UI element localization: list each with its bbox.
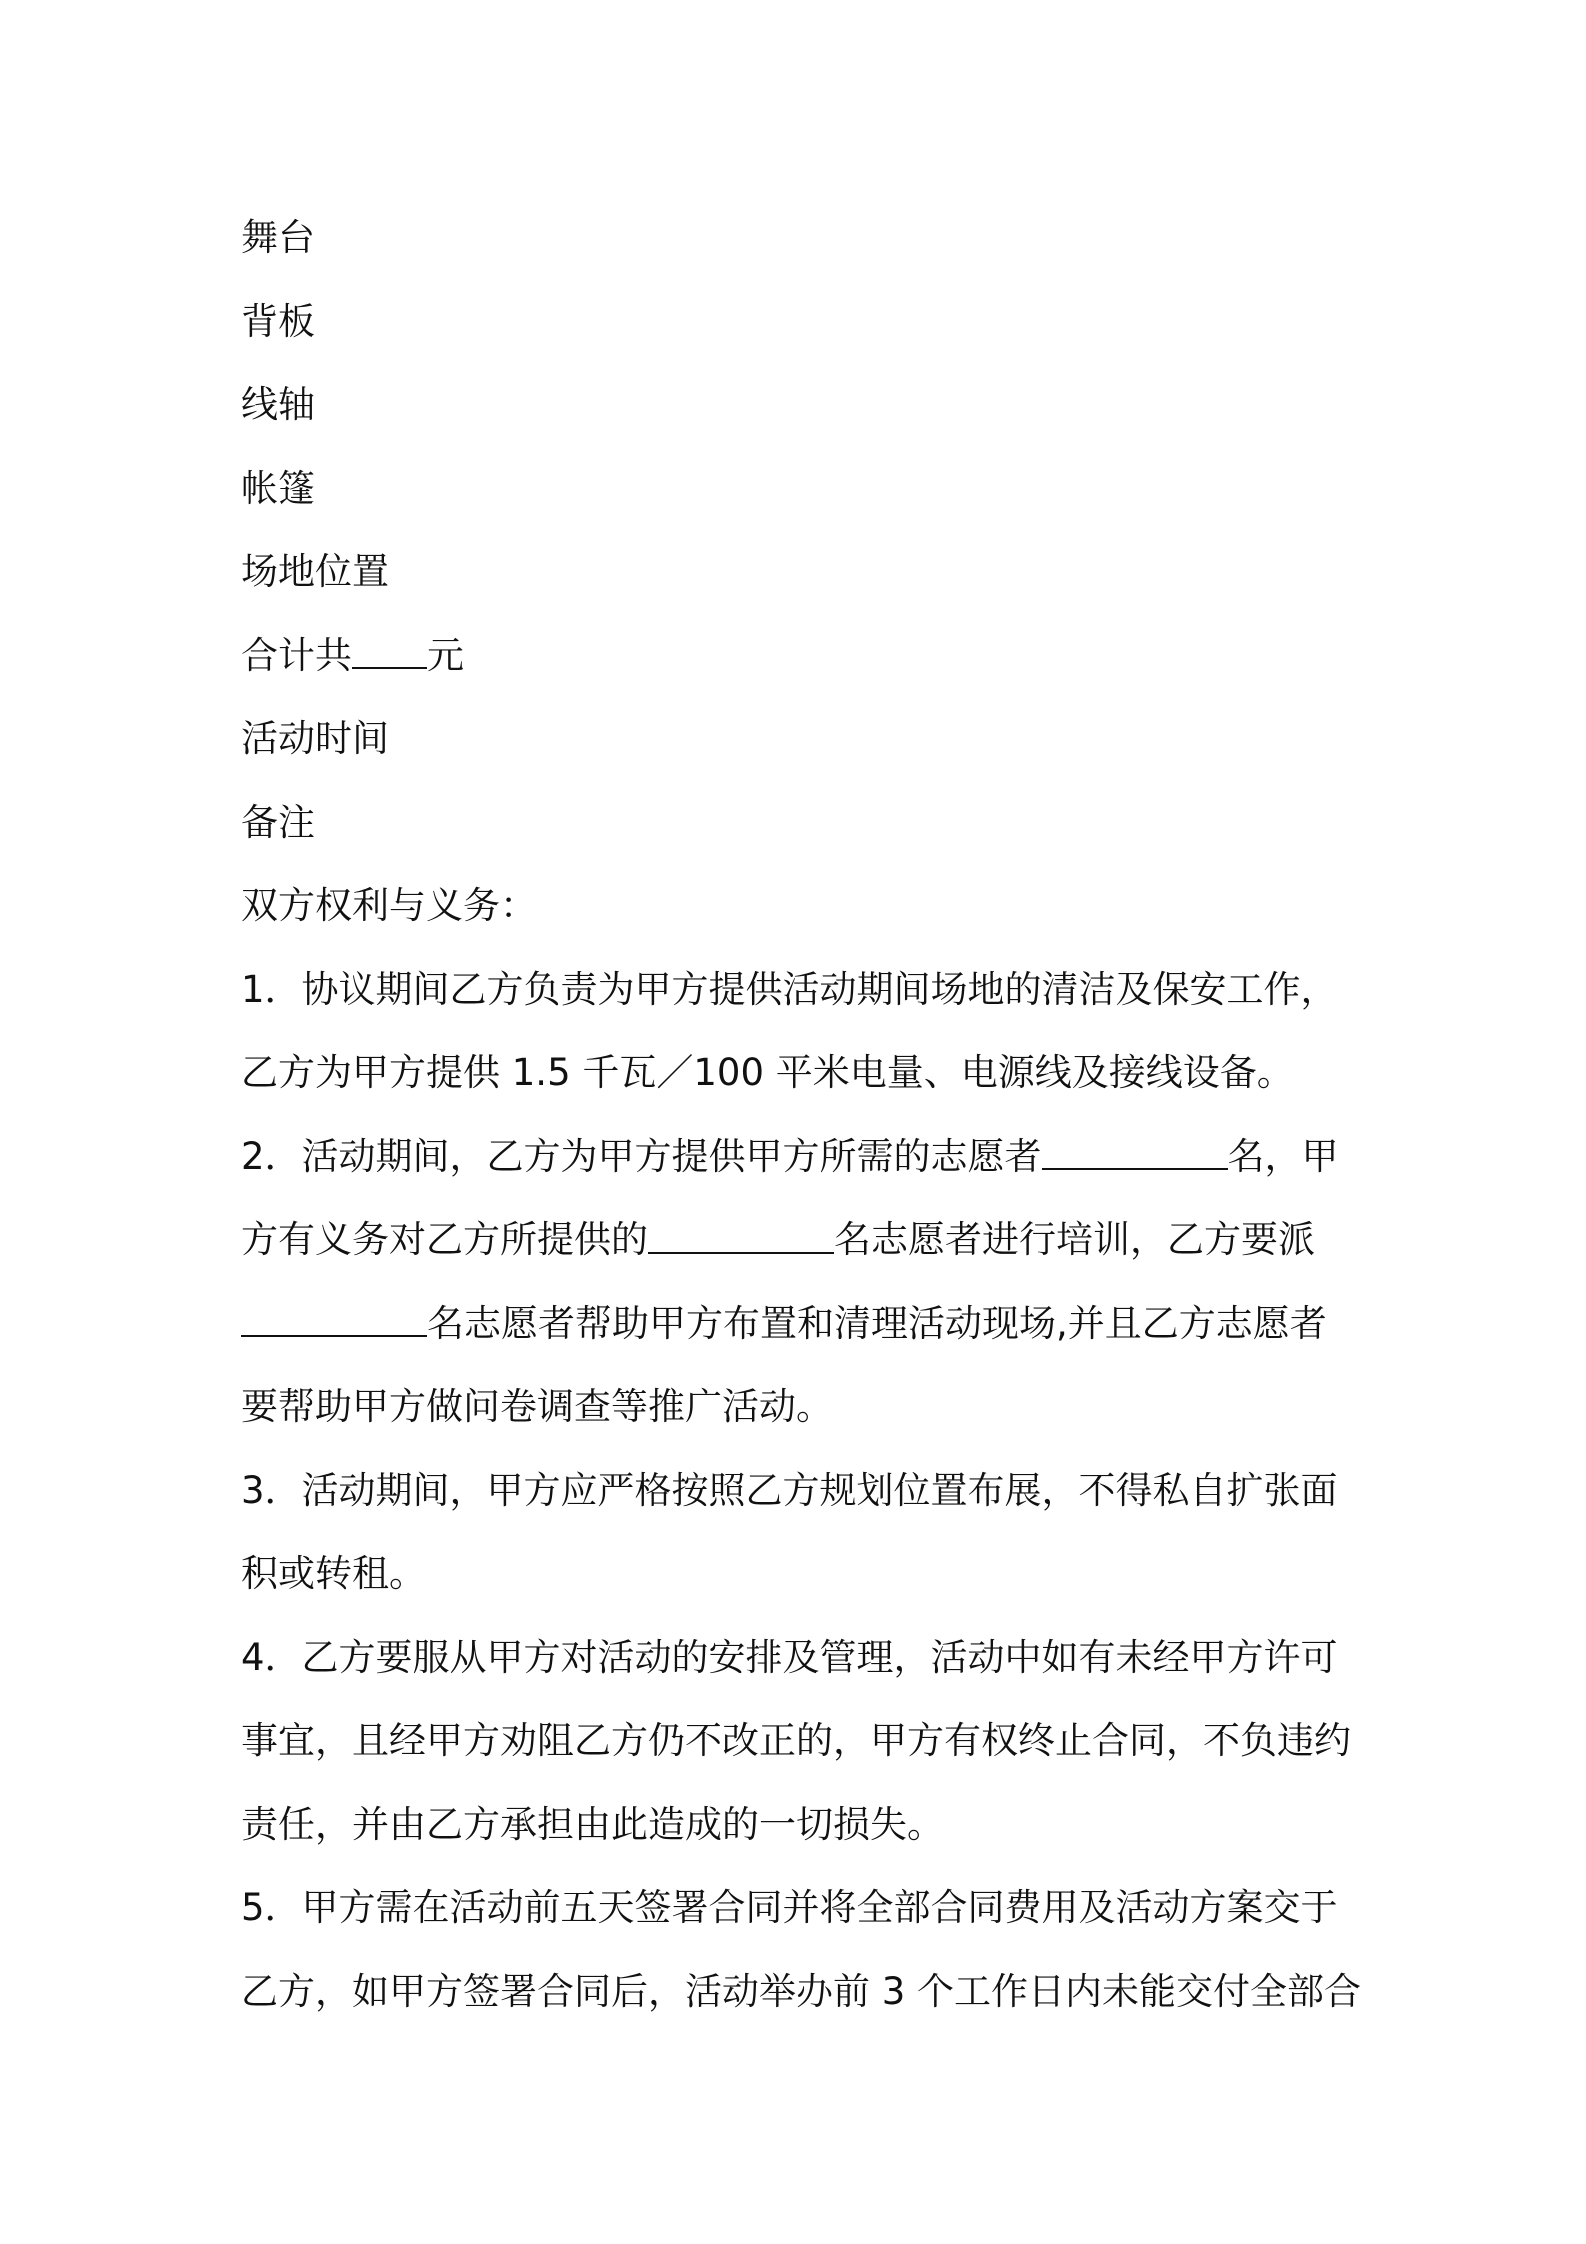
clause-2-text-e: 名志愿者帮助甲方布置和清理活动现场,并且乙方志愿者	[427, 1301, 1327, 1345]
total-blank	[352, 630, 427, 669]
total-suffix: 元	[427, 633, 464, 677]
total-line	[241, 614, 1361, 698]
total-prefix: 合计共	[241, 633, 352, 677]
section-heading: 双方权利与义务：	[241, 884, 537, 927]
clause-2-line-4: 要帮助甲方做问卷调查等推广活动。	[241, 1385, 833, 1428]
item-tent: 帐篷	[241, 466, 315, 510]
clause-5-line-1: 5．甲方需在活动前五天签署合同并将全部合同费用及活动方案交于	[241, 1886, 1338, 1929]
clause-2-text-b: 名，甲	[1227, 1134, 1339, 1178]
clause-2-text-c: 方有义务对乙方所提供的	[241, 1218, 648, 1261]
item-event-time: 活动时间	[241, 717, 389, 760]
document-body	[241, 196, 1361, 2033]
clause-2-line-1	[241, 1115, 1361, 1199]
clause-4-line-1: 4．乙方要服从甲方对活动的安排及管理，活动中如有未经甲方许可	[241, 1635, 1338, 1679]
item-cable-reel: 线轴	[241, 383, 315, 426]
volunteer-count-blank-2	[648, 1215, 834, 1254]
item-remarks: 备注	[241, 800, 315, 844]
clause-5-line-2: 乙方，如甲方签署合同后，活动举办前 3 个工作日内未能交付全部合	[241, 1969, 1362, 2013]
volunteer-count-blank-1	[1042, 1131, 1228, 1170]
item-venue-location: 场地位置	[241, 550, 389, 593]
volunteer-count-blank-3	[241, 1298, 427, 1337]
clause-4-line-3: 责任，并由乙方承担由此造成的一切损失。	[241, 1802, 944, 1846]
clause-4-line-2: 事宜，且经甲方劝阻乙方仍不改正的，甲方有权终止合同，不负违约	[241, 1719, 1351, 1762]
clause-3-line-2: 积或转租。	[241, 1552, 426, 1595]
item-backboard: 背板	[241, 299, 315, 343]
clause-2-line-3	[241, 1282, 1361, 1366]
clause-1-line-2: 乙方为甲方提供 1.5 千瓦／100 平米电量、电源线及接线设备。	[241, 1051, 1294, 1094]
item-stage: 舞台	[241, 216, 315, 259]
clause-2-text-d: 名志愿者进行培训，乙方要派	[834, 1218, 1315, 1261]
clause-2-text-a: 2．活动期间，乙方为甲方提供甲方所需的志愿者	[241, 1134, 1042, 1178]
clause-1-line-1: 1．协议期间乙方负责为甲方提供活动期间场地的清洁及保安工作，	[241, 967, 1338, 1011]
clause-3-line-1: 3．活动期间，甲方应严格按照乙方规划位置布展，不得私自扩张面	[241, 1468, 1338, 1512]
clause-2-line-2	[241, 1198, 1361, 1282]
